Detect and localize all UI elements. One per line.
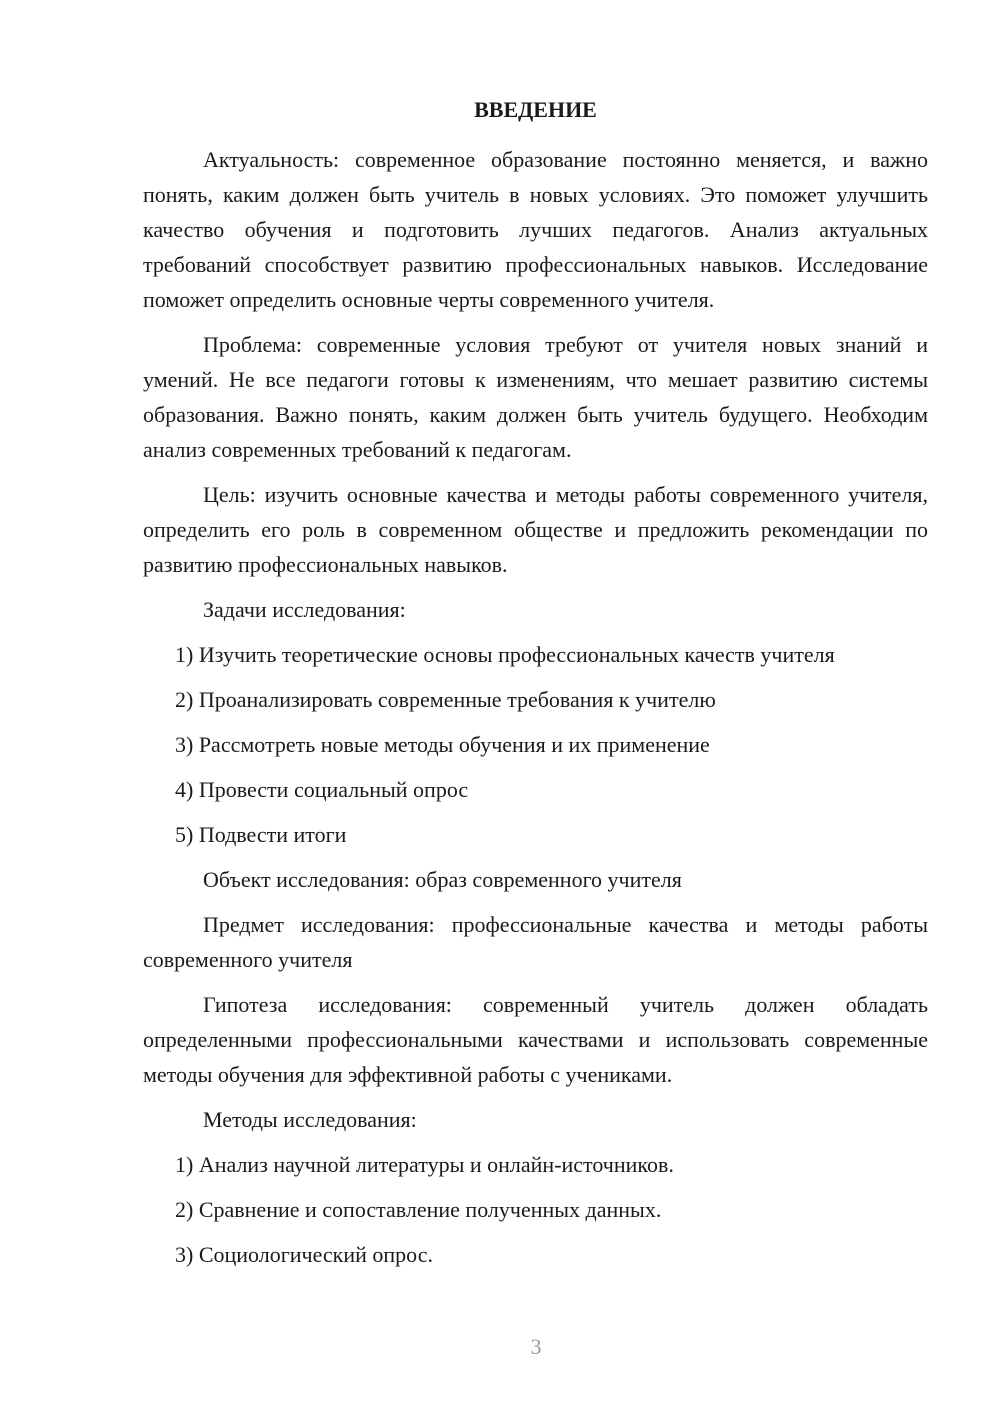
methods-heading: Методы исследования: <box>203 1107 417 1132</box>
tasks-heading: Задачи исследования: <box>203 597 406 622</box>
goal-paragraph: Цель: изучить основные качества и методы работы современного учителя, определить его роль в современном обществе и предложить рекомендации по развитию профессиональных навыков. <box>143 482 928 577</box>
task-item: 3) Рассмотреть новые методы обучения и их применение <box>175 732 710 757</box>
method-item: 1) Анализ научной литературы и онлайн-источников. <box>175 1152 674 1177</box>
task-item: 2) Проанализировать современные требования к учителю <box>175 687 716 712</box>
task-item: 1) Изучить теоретические основы профессиональных качеств учителя <box>175 642 835 667</box>
section-title: ВВЕДЕНИЕ <box>474 97 597 122</box>
hypothesis-paragraph: Гипотеза исследования: современный учитель должен обладать определенными профессиональными качествами и использовать современные методы обучения для эффективной работы с учениками. <box>143 992 928 1087</box>
method-item: 3) Социологический опрос. <box>175 1242 433 1267</box>
page-number: 3 <box>530 1334 542 1359</box>
object-paragraph: Объект исследования: образ современного учителя <box>203 867 682 892</box>
task-item: 4) Провести социальный опрос <box>175 777 469 802</box>
task-item: 5) Подвести итоги <box>175 822 347 847</box>
problem-paragraph: Проблема: современные условия требуют от учителя новых знаний и умений. Не все педагоги готовы к изменениям, что мешает развитию системы образования. Важно понять, каким должен быть учитель будущего. Необходим анализ современных требований к педагогам. <box>143 332 928 462</box>
relevance-paragraph: Актуальность: современное образование постоянно меняется, и важно понять, каким должен быть учитель в новых условиях. Это поможет улучшить качество обучения и подготовить лучших педагогов. Анализ актуальных требований способствует развитию профессиональных навыков. Исследование поможет определить основные черты современного учителя. <box>143 147 928 312</box>
method-item: 2) Сравнение и сопоставление полученных данных. <box>175 1197 662 1222</box>
document-body <box>143 94 928 1282</box>
subject-paragraph: Предмет исследования: профессиональные качества и методы работы современного учителя <box>143 912 928 972</box>
